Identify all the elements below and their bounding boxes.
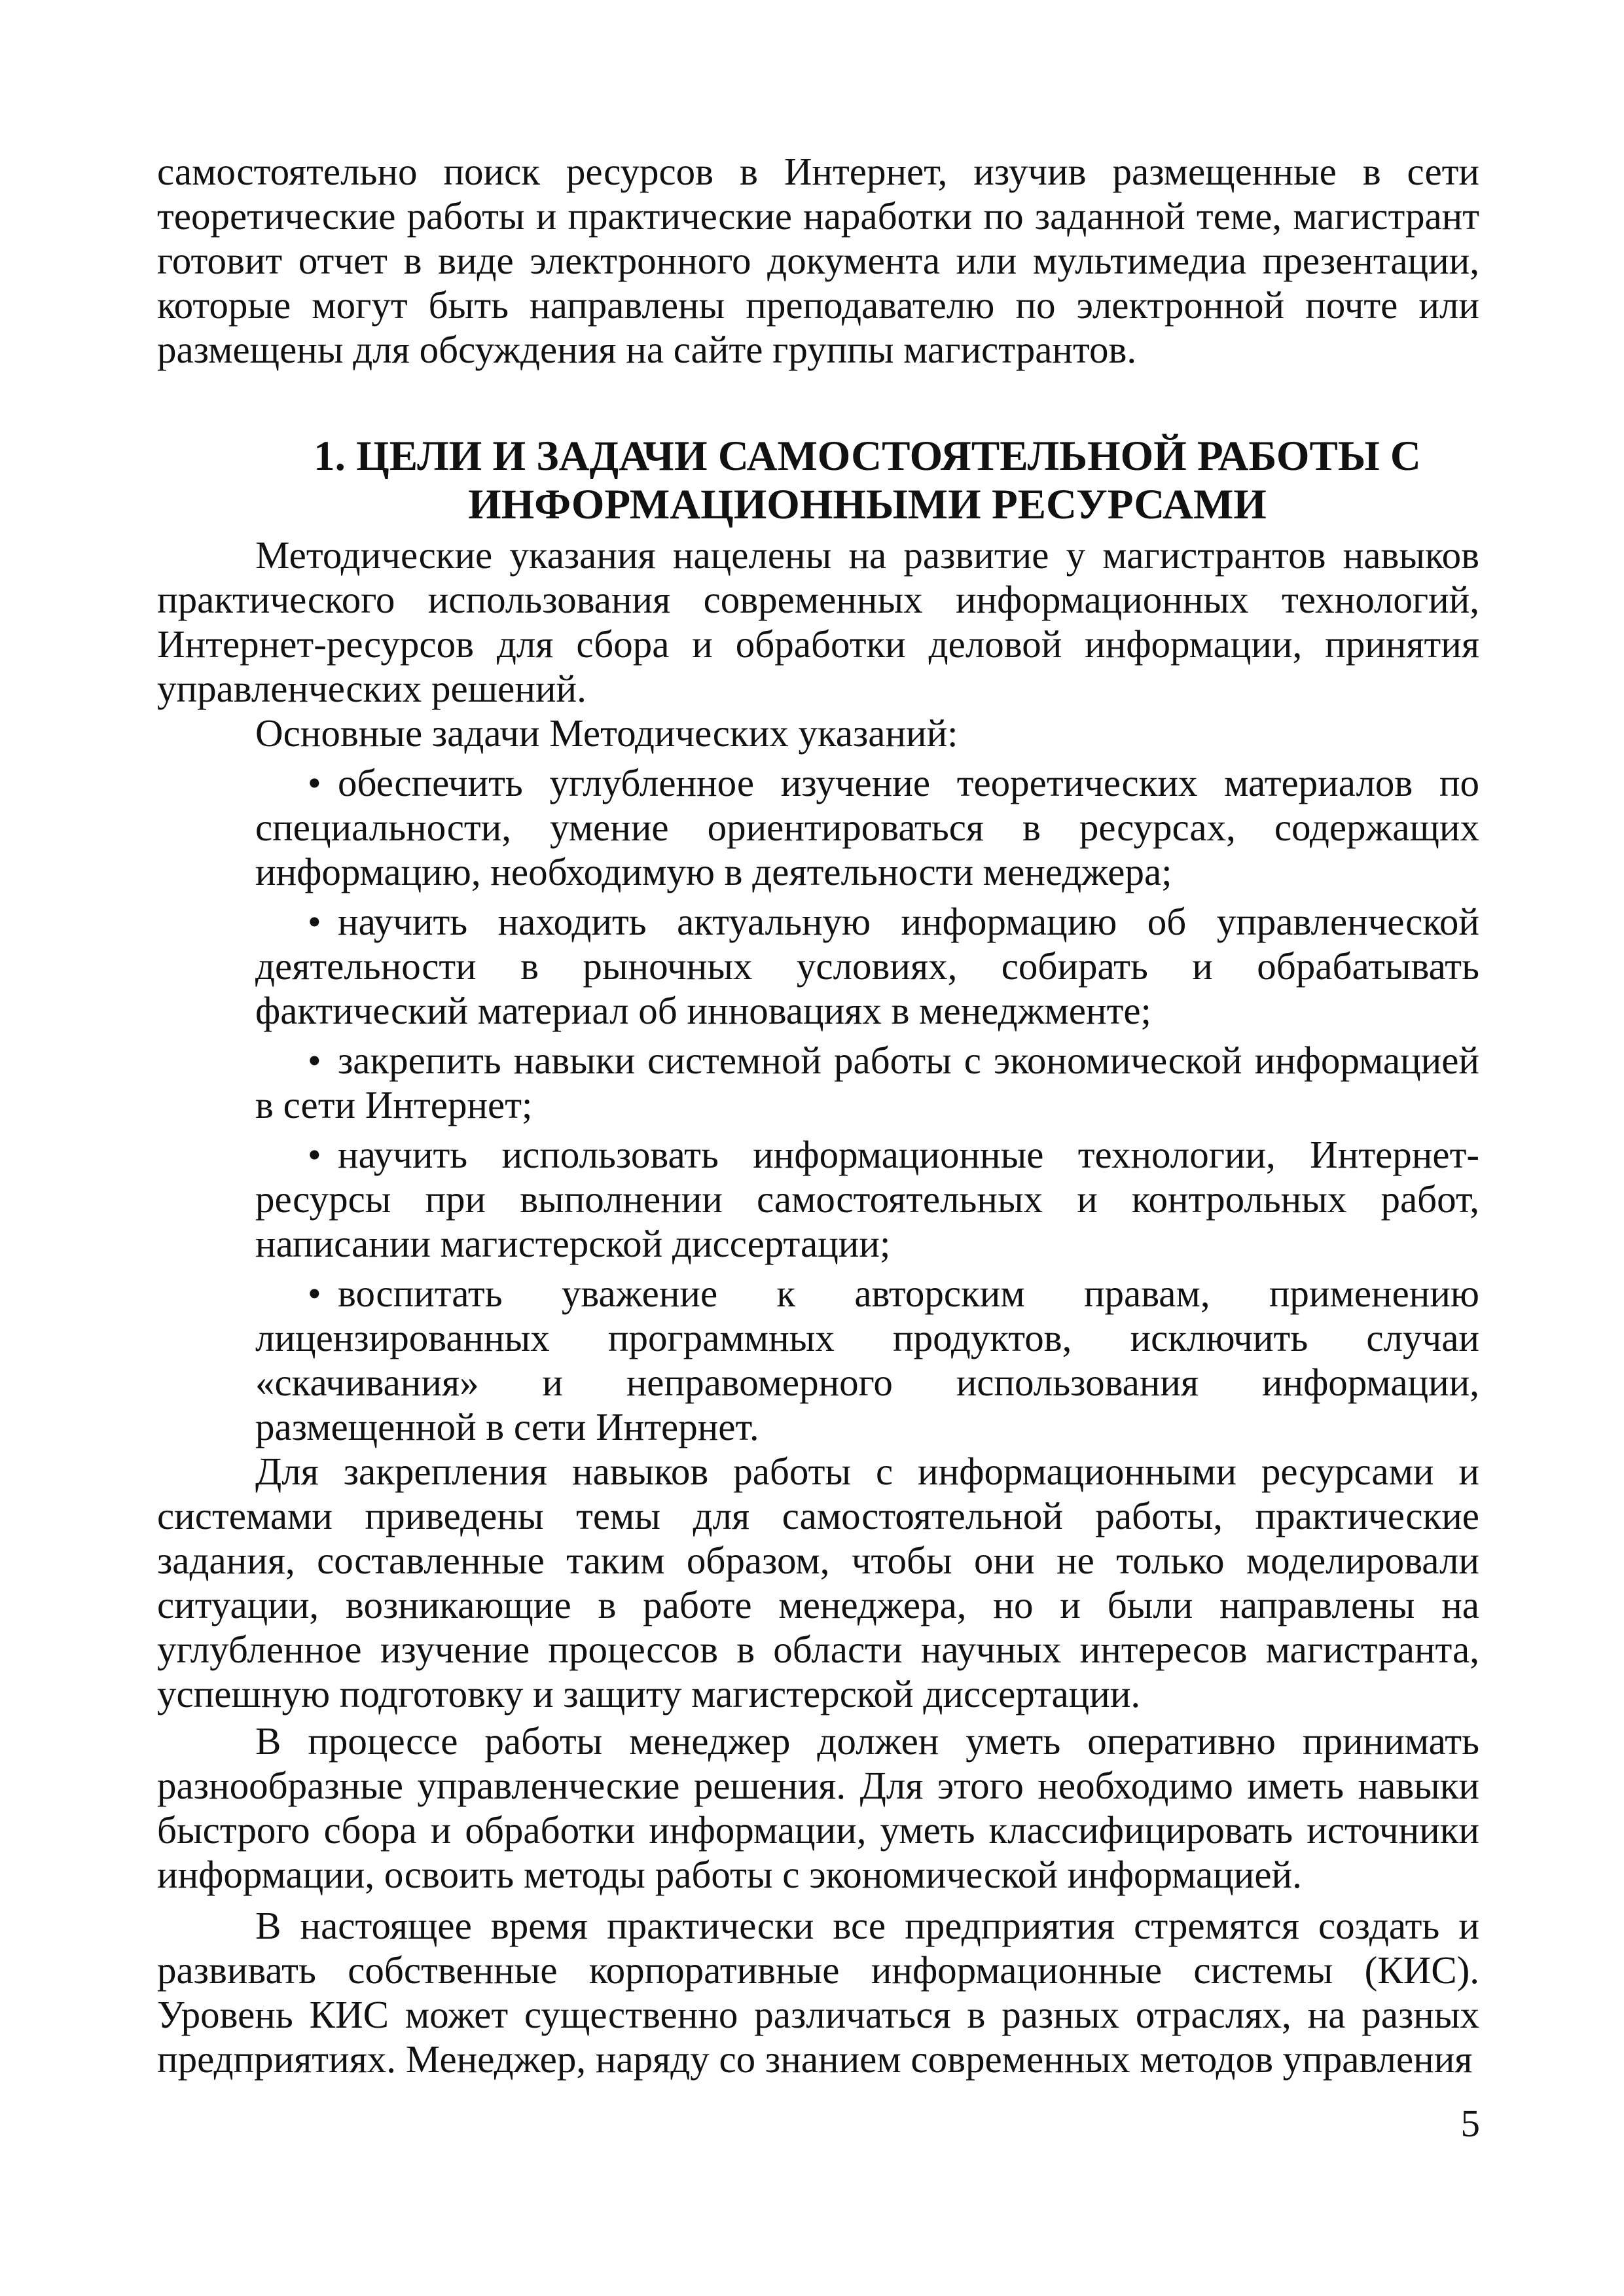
paragraph-kis: В настоящее время практически все предприятия стремятся создать и развивать собственные корпоративные информационные системы (КИС). Уровень КИС может существенно различаться в разных отраслях, на разных предприятиях. Менеджер, наряду со знанием современных методов управления — [157, 1904, 1479, 2081]
document-page — [157, 149, 1479, 2081]
list-item — [255, 1038, 1479, 1127]
list-item — [255, 1132, 1479, 1266]
intro-paragraph: самостоятельно поиск ресурсов в Интернет, изучив размещенные в сети теоретические работы и практические наработки по заданной теме, магистрант готовит отчет в виде электронного документа или мультимедиа презентации, которые могут быть направлены преподавателю по электронной почте или размещены для обсуждения на сайте группы магистрантов. — [157, 150, 1479, 371]
bullet-icon: • — [308, 1039, 321, 1082]
bullet-icon: • — [308, 1272, 321, 1315]
page-number: 5 — [1460, 2102, 1480, 2145]
section-title — [157, 432, 1479, 529]
bullet-icon: • — [308, 761, 321, 804]
list-item — [255, 761, 1479, 894]
bullet-icon: • — [308, 1133, 321, 1176]
section-title-line2: ИНФОРМАЦИОННЫМИ РЕСУРСАМИ — [468, 481, 1267, 528]
list-item-text: обеспечить углубленное изучение теоретических материалов по специальности, умение ориентироваться в ресурсах, содержащих информацию, необходимую в деятельности менеджера; — [255, 761, 1479, 893]
section-title-line1: 1. ЦЕЛИ И ЗАДАЧИ САМОСТОЯТЕЛЬНОЙ РАБОТЫ С — [314, 433, 1421, 480]
list-item-text: воспитать уважение к авторским правам, применению лицензированных программных продуктов, исключить случаи «скачивания» и неправомерного использования информации, размещенной в сети Интернет. — [255, 1272, 1479, 1448]
tasks-list — [157, 761, 1479, 1449]
paragraph-goals: Методические указания нацелены на развитие у магистрантов навыков практического использования современных информационных технологий, Интернет-ресурсов для сбора и обработки деловой информации, принятия управленческих решений. — [157, 533, 1479, 710]
list-item — [255, 1271, 1479, 1449]
bullet-icon: • — [308, 900, 321, 943]
paragraph-manager: В процессе работы менеджер должен уметь оперативно принимать разнообразные управленческие решения. Для этого необходимо иметь навыки быстрого сбора и обработки информации, уметь классифицировать источники информации, освоить методы работы с экономической информацией. — [157, 1719, 1479, 1896]
list-item-text: научить использовать информационные технологии, Интернет-ресурсы при выполнении самостоятельных и контрольных работ, написании магистерской диссертации; — [255, 1133, 1479, 1265]
list-item-text: научить находить актуальную информацию об управленческой деятельности в рыночных условиях, собирать и обрабатывать фактический материал об инновациях в менеджменте; — [255, 900, 1479, 1032]
list-item-text: закрепить навыки системной работы с экономической информацией в сети Интернет; — [255, 1039, 1479, 1126]
paragraph-practice: Для закрепления навыков работы с информационными ресурсами и системами приведены темы для самостоятельной работы, практические задания, составленные таким образом, чтобы они не только моделировали ситуации, возникающие в работе менеджера, но и были направлены на углубленное изучение процессов в области научных интересов магистранта, успешную подготовку и защиту магистерской диссертации. — [157, 1450, 1479, 1715]
list-item — [255, 899, 1479, 1033]
tasks-intro: Основные задачи Методических указаний: — [255, 711, 958, 755]
